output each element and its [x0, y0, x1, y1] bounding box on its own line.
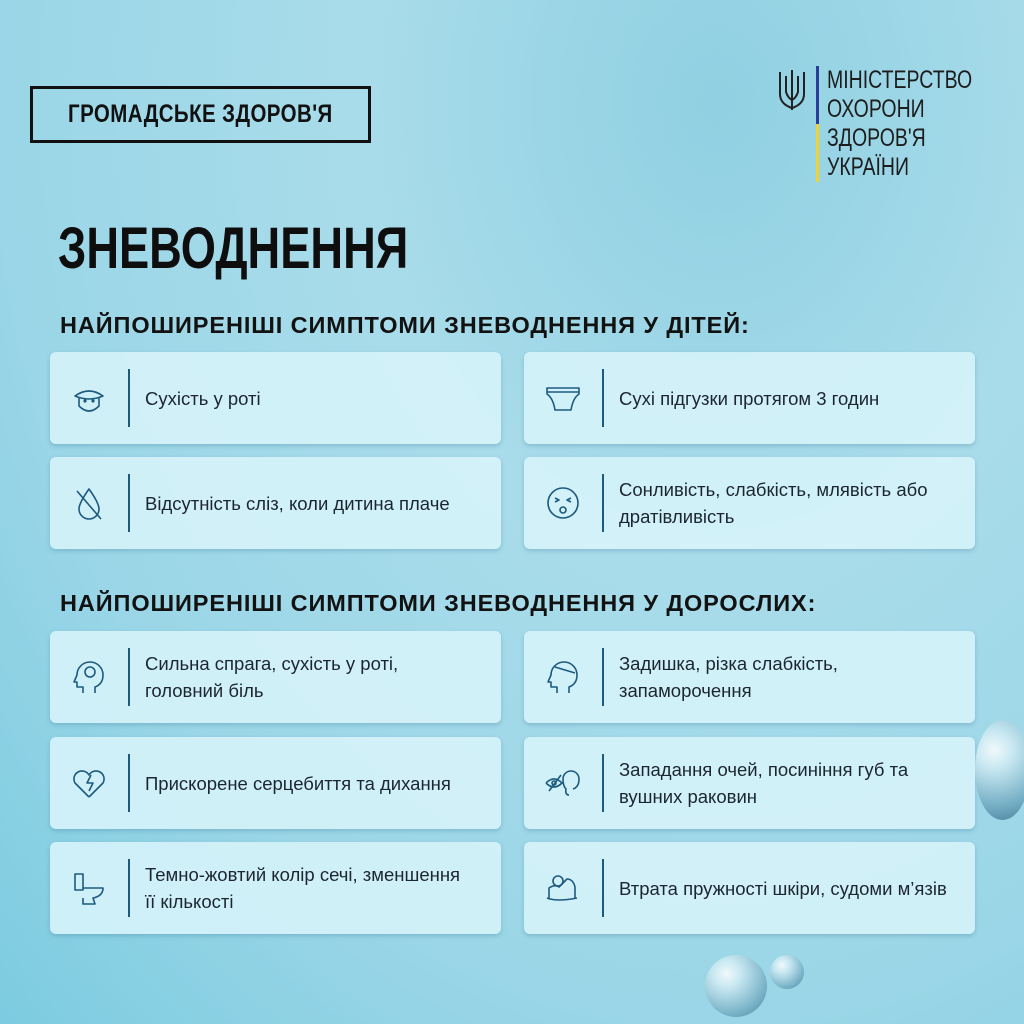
water-drop [705, 955, 767, 1017]
divider [602, 474, 604, 532]
flag-bar [816, 66, 819, 182]
water-drop [770, 955, 804, 989]
divider [128, 754, 130, 812]
symptom-text: Сухість у роті [145, 387, 261, 409]
symptom-text: Задишка, різка слабкість, запаморочення [619, 653, 838, 701]
dry-tongue-icon [50, 378, 128, 418]
adults-heading: НАЙПОШИРЕНІШІ СИМПТОМИ ЗНЕВОДНЕННЯ У ДОРОСЛИХ: [60, 590, 817, 616]
ministry-line: МІНІСТЕРСТВО [827, 66, 973, 94]
diaper-icon [524, 378, 602, 418]
toilet-icon [50, 868, 128, 908]
dizzy-head-icon [524, 657, 602, 697]
badge-text: ГРОМАДСЬКЕ ЗДОРОВ'Я [68, 100, 333, 128]
eye-ear-icon [524, 763, 602, 803]
symptom-text: Западання очей, посиніння губ та вушних раковин [619, 759, 909, 807]
ministry-logo [778, 66, 1013, 182]
symptom-text: Сухі підгузки протягом 3 годин [619, 387, 880, 409]
muscle-cramp-icon [524, 868, 602, 908]
children-heading: НАЙПОШИРЕНІШІ СИМПТОМИ ЗНЕВОДНЕННЯ У ДІТЕЙ: [60, 312, 750, 338]
symptom-card [50, 631, 501, 723]
heartbeat-icon [50, 763, 128, 803]
symptom-card [524, 631, 975, 723]
symptom-card [50, 457, 501, 549]
public-health-badge [30, 86, 371, 143]
water-drop [975, 720, 1024, 820]
symptom-card [524, 842, 975, 934]
head-ache-icon [50, 657, 128, 697]
divider [602, 754, 604, 812]
ministry-line: ЗДОРОВ'Я [827, 124, 926, 152]
symptom-text: Темно-жовтий колір сечі, зменшення її кількості [145, 864, 461, 912]
symptom-text: Сильна спрага, сухість у роті, головний біль [145, 653, 399, 701]
page-title: ЗНЕВОДНЕННЯ [58, 216, 409, 281]
ministry-line: ОХОРОНИ [827, 95, 925, 123]
divider [128, 474, 130, 532]
tired-face-icon [524, 483, 602, 523]
divider [602, 648, 604, 706]
divider [128, 369, 130, 427]
divider [128, 859, 130, 917]
symptom-card [524, 737, 975, 829]
symptom-card [50, 352, 501, 444]
trident-icon [778, 68, 806, 112]
divider [128, 648, 130, 706]
symptom-card [50, 737, 501, 829]
no-tears-drop-icon [50, 483, 128, 523]
symptom-card [524, 457, 975, 549]
divider [602, 369, 604, 427]
symptom-card [524, 352, 975, 444]
symptom-text: Прискорене серцебиття та дихання [145, 772, 451, 794]
symptom-card [50, 842, 501, 934]
divider [602, 859, 604, 917]
symptom-text: Сонливість, слабкість, млявість або дратівливість [619, 479, 928, 527]
symptom-text: Втрата пружності шкіри, судоми м’язів [619, 877, 947, 899]
symptom-text: Відсутність сліз, коли дитина плаче [145, 492, 450, 514]
ministry-line: УКРАЇНИ [827, 153, 909, 181]
